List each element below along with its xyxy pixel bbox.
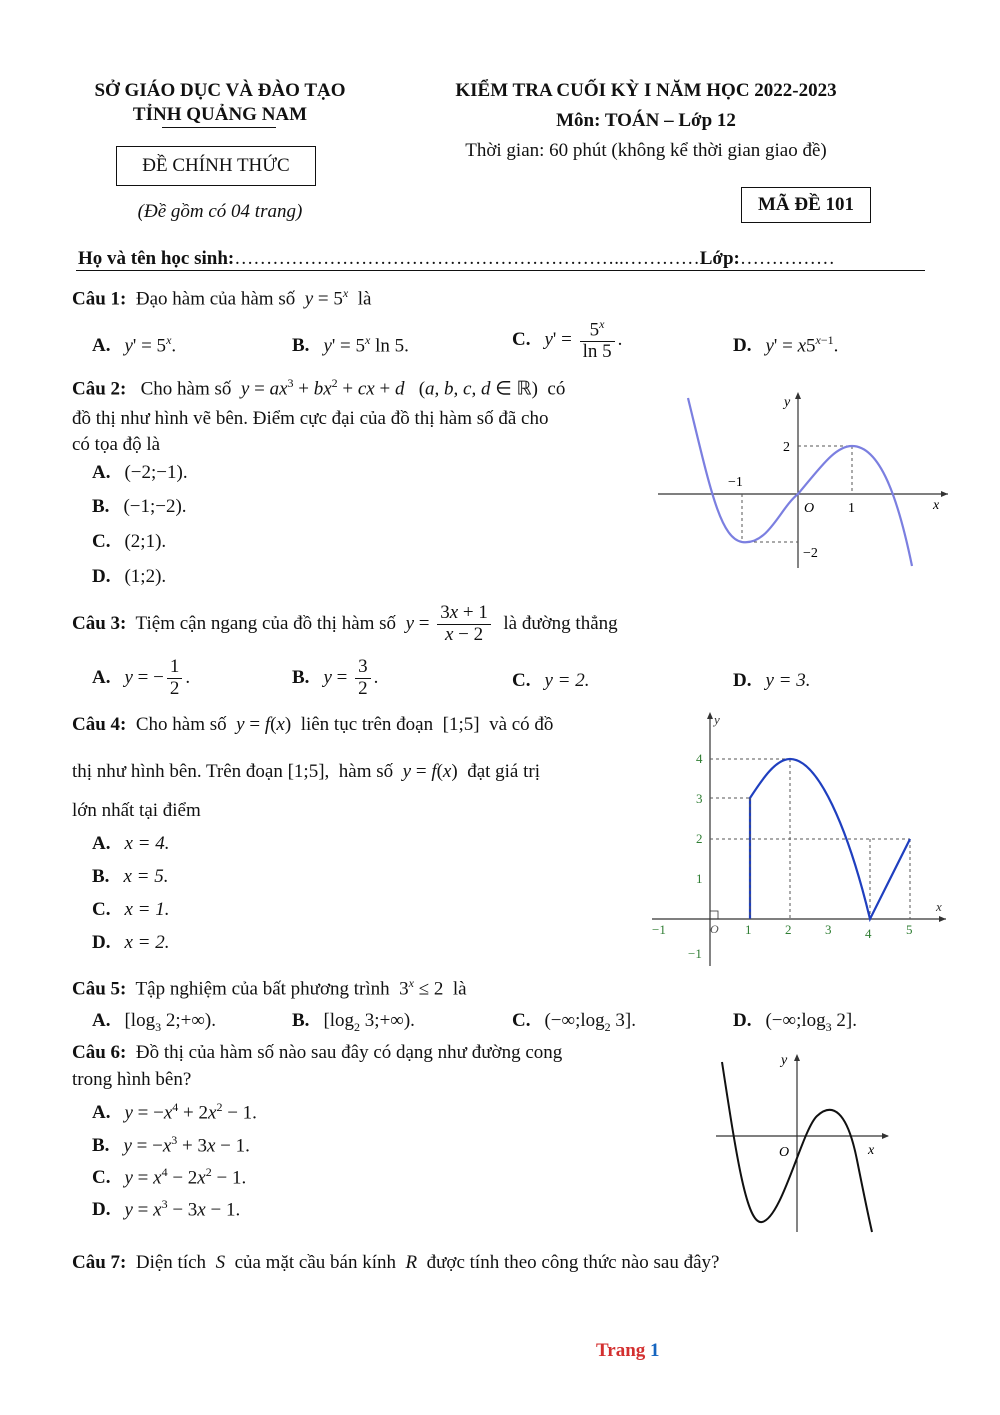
q3-option-a[interactable]: A. y = − $\frac{1}{2}$ . — [92, 656, 191, 699]
q5-option-d[interactable]: D. ($-\infty;\log_3$ 2]. — [733, 1010, 857, 1034]
subject-line: Môn: TOÁN – Lớp 12 — [556, 110, 736, 131]
g3-y-label: y — [781, 1053, 788, 1068]
g2-xtick-m1: −1 — [652, 922, 666, 937]
g3-x-label: x — [868, 1143, 875, 1158]
q3-label: Câu 3: — [72, 612, 127, 634]
province-name: TỈNH QUẢNG NAM — [132, 104, 308, 125]
q6-option-b[interactable]: B. $y = -x^3 + 3x - 1$. — [92, 1133, 250, 1157]
q7-text-mid: của mặt cầu bán kính — [234, 1252, 396, 1273]
q1-option-b[interactable]: B. $y' = 5^x$ ln 5. — [292, 333, 409, 357]
q5-text: Tập nghiệm của bất phương trình — [135, 978, 390, 1000]
g2-y-label: y — [714, 712, 720, 727]
class-label: Lớp: — [699, 248, 740, 269]
g2-xtick-3: 3 — [825, 922, 832, 937]
time-line: Thời gian: 60 phút (không kể thời gian giao đề) — [465, 140, 827, 161]
page-word: Trang — [596, 1340, 646, 1361]
q2-label: Câu 2: — [72, 378, 127, 400]
q6-option-d[interactable]: D. $y = x^3 - 3x - 1$. — [92, 1197, 241, 1221]
q6-label: Câu 6: — [72, 1042, 127, 1063]
g2-ytick-4: 4 — [696, 751, 703, 766]
dept-name: SỞ GIÁO DỤC VÀ ĐÀO TẠO — [94, 80, 346, 101]
q4-option-b[interactable]: B. x = 5. — [92, 866, 169, 887]
q2-option-b[interactable]: B. (−1;−2). — [92, 496, 187, 517]
q2-text: Cho hàm số — [140, 378, 232, 400]
q3-option-b[interactable]: B. y = $\frac{3}{2}$ . — [292, 656, 379, 699]
question-1: Câu 1: Đạo hàm của hàm số $y = 5^x$ là — [72, 286, 372, 310]
exam-code-box — [741, 187, 871, 223]
q4-text-mid: liên tục trên đoạn — [300, 714, 434, 735]
q1-label: Câu 1: — [72, 288, 127, 310]
q4-graph — [648, 708, 950, 970]
q3-text-end: là đường thẳng — [503, 612, 618, 634]
q6-option-a[interactable]: A. $y = -x^4 + 2x^2 - 1$. — [92, 1100, 257, 1124]
question-6 — [72, 1042, 562, 1064]
g2-x-label: x — [936, 899, 942, 914]
q4-option-a[interactable]: A. x = 4. — [92, 833, 170, 854]
q1-option-a[interactable]: A. $y' = 5^x$. — [92, 333, 177, 357]
q4-label: Câu 4: — [72, 714, 127, 735]
q6-option-c[interactable]: C. $y = x^4 - 2x^2 - 1$. — [92, 1165, 247, 1189]
q2-option-d[interactable]: D. (1;2). — [92, 566, 167, 587]
g1-tick-1: 1 — [848, 501, 855, 516]
q2-text-cont: có — [547, 378, 566, 400]
question-2: Câu 2: Cho hàm số $y = ax^3 + bx^2$ + cx + d (a, b, c, d ∈ ℝ) có — [72, 376, 566, 400]
student-line — [78, 248, 835, 270]
q1-option-d[interactable]: D. $y' = x5^{x-1}$. — [733, 333, 839, 357]
g1-cubic-curve — [688, 398, 912, 566]
g1-y-label: y — [784, 395, 791, 410]
q4-text: Cho hàm số — [135, 714, 227, 735]
q2-line3: có tọa độ là — [72, 434, 161, 455]
exam-title: KIỂM TRA CUỐI KỲ I NĂM HỌC 2022-2023 — [455, 80, 837, 101]
student-line-rule — [76, 270, 925, 271]
q1-function: y — [304, 288, 314, 310]
q4-line3: lớn nhất tại điểm — [72, 800, 201, 821]
q3-text: Tiệm cận ngang của đồ thị hàm số — [135, 612, 397, 634]
q6-graph — [712, 1050, 892, 1235]
q2-line2: đồ thị như hình vẽ bên. Điểm cực đại của đồ thị hàm số đã cho — [72, 408, 549, 429]
g2-ytick-m1: −1 — [688, 946, 702, 961]
q7-label: Câu 7: — [72, 1252, 127, 1273]
q4-option-d[interactable]: D. x = 2. — [92, 932, 170, 953]
q7-text-end: được tính theo công thức nào sau đây? — [426, 1252, 720, 1273]
class-dots: …………… — [739, 248, 835, 269]
g2-xtick-5: 5 — [906, 922, 913, 937]
g2-ytick-2: 2 — [696, 831, 703, 846]
q5-text-end: là — [452, 978, 467, 1000]
g1-origin: O — [804, 501, 815, 516]
q2-option-a[interactable]: A. (−2;−1). — [92, 462, 188, 483]
q5-option-b[interactable]: B. [$\log_2$ 3;+∞). — [292, 1010, 415, 1034]
q5-option-a[interactable]: A. [$\log_3$ 2;+∞). — [92, 1010, 216, 1034]
question-7: Câu 7: Diện tích S của mặt cầu bán kính R được tính theo công thức nào sau đây? — [72, 1252, 720, 1273]
q2-option-c[interactable]: C. (2;1). — [92, 531, 167, 552]
g2-origin: O — [710, 922, 719, 936]
q4-option-c[interactable]: C. x = 1. — [92, 899, 170, 920]
page-number: 1 — [650, 1340, 660, 1361]
name-dots: ……………………………………………………..………… — [234, 248, 700, 269]
question-3: Câu 3: Tiệm cận ngang của đồ thị hàm số y = $\frac{3x + 1}{x - 2}$ là đường thẳng — [72, 602, 618, 645]
q7-text: Diện tích — [135, 1252, 207, 1273]
q6-text: Đồ thị của hàm số nào sau đây có dạng như đường cong — [135, 1042, 563, 1063]
question-5: Câu 5: Tập nghiệm của bất phương trình $3^x \le 2$ là — [72, 976, 467, 1000]
exam-code: MÃ ĐỀ 101 — [757, 194, 855, 215]
g1-tick-2: 2 — [783, 440, 790, 455]
g2-xtick-4: 4 — [865, 926, 872, 941]
g3-origin: O — [779, 1145, 790, 1160]
q4-line2: thị như hình bên. Trên đoạn [1;5], hàm số y = f(x) đạt giá trị — [72, 761, 540, 782]
name-label: Họ và tên học sinh: — [78, 248, 235, 269]
g1-x-label: x — [933, 498, 940, 513]
q5-label: Câu 5: — [72, 978, 127, 1000]
q1-option-c[interactable]: C. y' = $\frac{5^x}{\ln 5}$ . — [512, 317, 623, 363]
page-footer — [596, 1340, 660, 1362]
q3-option-d[interactable]: D. y = 3. — [733, 670, 811, 691]
q1-text: Đạo hàm của hàm số — [135, 288, 296, 310]
g2-xtick-2: 2 — [785, 922, 792, 937]
header-underline — [162, 127, 276, 128]
g2-ytick-1: 1 — [696, 871, 703, 886]
g2-ytick-3: 3 — [696, 791, 703, 806]
q6-line2: trong hình bên? — [72, 1069, 192, 1090]
g2-xtick-1: 1 — [745, 922, 752, 937]
question-4: Câu 4: Cho hàm số y = f(x) liên tục trên đoạn [1;5] và có đồ — [72, 714, 554, 735]
q4-text-end: và có đồ — [489, 714, 554, 735]
official-label: ĐỀ CHÍNH THỨC — [142, 155, 290, 176]
official-box — [116, 146, 316, 186]
q5-option-c[interactable]: C. ($-\infty;\log_2$ 3]. — [512, 1010, 636, 1034]
q2-graph — [650, 388, 950, 573]
g1-tick-m1: −1 — [728, 475, 743, 490]
q3-option-c[interactable]: C. y = 2. — [512, 670, 590, 691]
pages-note: (Đề gồm có 04 trang) — [137, 201, 303, 222]
g1-tick-m2: −2 — [803, 546, 818, 561]
